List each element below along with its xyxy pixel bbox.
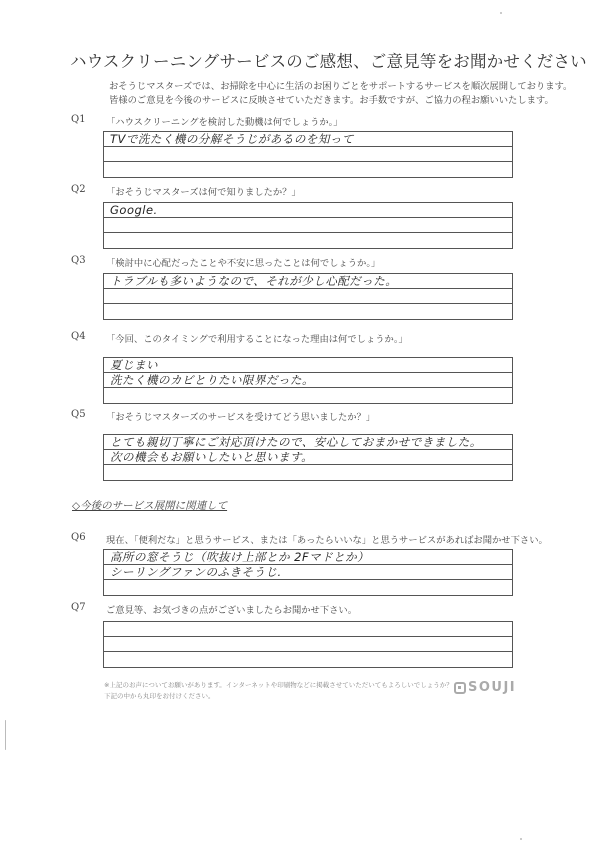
question-text: ご意見等、お気づきの点がございましたらお聞かせ下さい。 bbox=[106, 605, 358, 616]
question-text: 「検討中に心配だったことや不安に思ったことは何でしょうか。」 bbox=[106, 258, 381, 269]
intro-line: 皆様のご意見を今後のサービスに反映させていただきます。お手数ですが、ご協力の程お願いいたします。 bbox=[109, 95, 554, 106]
scan-speck bbox=[500, 12, 502, 14]
answer-box-q1 bbox=[103, 131, 513, 178]
footnote-line: ※上記のお声についてお願いがあります。インターネットや印刷物などに掲載させていただいてもよろしいでしょうか？ bbox=[104, 681, 453, 689]
answer-line[interactable] bbox=[104, 465, 512, 480]
answer-line[interactable] bbox=[104, 622, 512, 637]
question-number: Q2 bbox=[71, 184, 86, 195]
logo-mark-icon bbox=[454, 682, 466, 694]
question-number: Q5 bbox=[71, 409, 86, 420]
answer-line[interactable] bbox=[104, 162, 512, 177]
answer-line[interactable]: 高所の窓そうじ（吹抜け上部とか 2Fマドとか） bbox=[104, 550, 512, 565]
answer-box-q3 bbox=[103, 273, 513, 320]
answer-line[interactable] bbox=[104, 388, 512, 403]
answer-box-q2 bbox=[103, 202, 513, 249]
answer-line[interactable] bbox=[104, 304, 512, 319]
answer-box-q7 bbox=[103, 621, 513, 668]
question-text: 「おそうじマスターズは何で知りましたか？」 bbox=[106, 187, 301, 198]
answer-line[interactable]: TVで洗たく機の分解そうじがあるのを知って bbox=[104, 132, 512, 147]
question-text: 現在、「便利だな」と思うサービス、または「あったらいいな」と思うサービスがあればお聞かせ下さい。 bbox=[106, 535, 548, 546]
question-number: Q3 bbox=[71, 255, 86, 266]
answer-line[interactable]: トラブルも多いようなので、それが少し心配だった。 bbox=[104, 274, 512, 289]
answer-box-q5 bbox=[103, 434, 513, 481]
answer-box-q6 bbox=[103, 549, 513, 596]
scan-speck bbox=[5, 720, 6, 750]
scan-speck bbox=[520, 838, 522, 840]
question-number: Q6 bbox=[71, 532, 86, 543]
answer-line[interactable]: シーリングファンのふきそうじ. bbox=[104, 565, 512, 580]
section-heading: ◇今後のサービス展開に関連して bbox=[72, 500, 228, 512]
answer-line[interactable] bbox=[104, 289, 512, 304]
title-text: ハウスクリーニングサービスのご感想、ご意見等をお聞かせください bbox=[70, 52, 587, 71]
answer-line[interactable] bbox=[104, 233, 512, 248]
answer-line[interactable]: 夏じまい bbox=[104, 358, 512, 373]
answer-line[interactable]: 次の機会もお願いしたいと思います。 bbox=[104, 450, 512, 465]
footnote-line: 下記の中から丸印をお付けください。 bbox=[104, 692, 215, 700]
answer-line[interactable]: 洗たく機のカビとりたい限界だった。 bbox=[104, 373, 512, 388]
osouji-logo bbox=[454, 680, 516, 695]
question-number: Q1 bbox=[71, 114, 86, 125]
answer-line[interactable] bbox=[104, 637, 512, 652]
answer-line[interactable] bbox=[104, 580, 512, 595]
logo-text: SOUJI bbox=[468, 680, 517, 695]
answer-line[interactable] bbox=[104, 218, 512, 233]
intro-line: おそうじマスターズでは、お掃除を中心に生活のお困りごとをサポートするサービスを順次展開しております。 bbox=[109, 81, 573, 92]
question-text: 「今回、このタイミングで利用することになった理由は何でしょうか。」 bbox=[106, 334, 408, 345]
question-text: 「ハウスクリーニングを検討した動機は何でしょうか。」 bbox=[106, 117, 343, 128]
answer-line[interactable]: とても親切丁寧にご対応頂けたので、安心しておまかせできました。 bbox=[104, 435, 512, 450]
intro-text bbox=[109, 80, 573, 108]
page-title bbox=[70, 48, 587, 72]
question-number: Q7 bbox=[71, 602, 86, 613]
answer-line[interactable]: Google. bbox=[104, 203, 512, 218]
answer-line[interactable] bbox=[104, 652, 512, 667]
answer-box-q4 bbox=[103, 357, 513, 404]
answer-line[interactable] bbox=[104, 147, 512, 162]
question-number: Q4 bbox=[71, 331, 86, 342]
footnote bbox=[104, 680, 453, 702]
question-text: 「おそうじマスターズのサービスを受けてどう思いましたか？」 bbox=[106, 412, 376, 423]
